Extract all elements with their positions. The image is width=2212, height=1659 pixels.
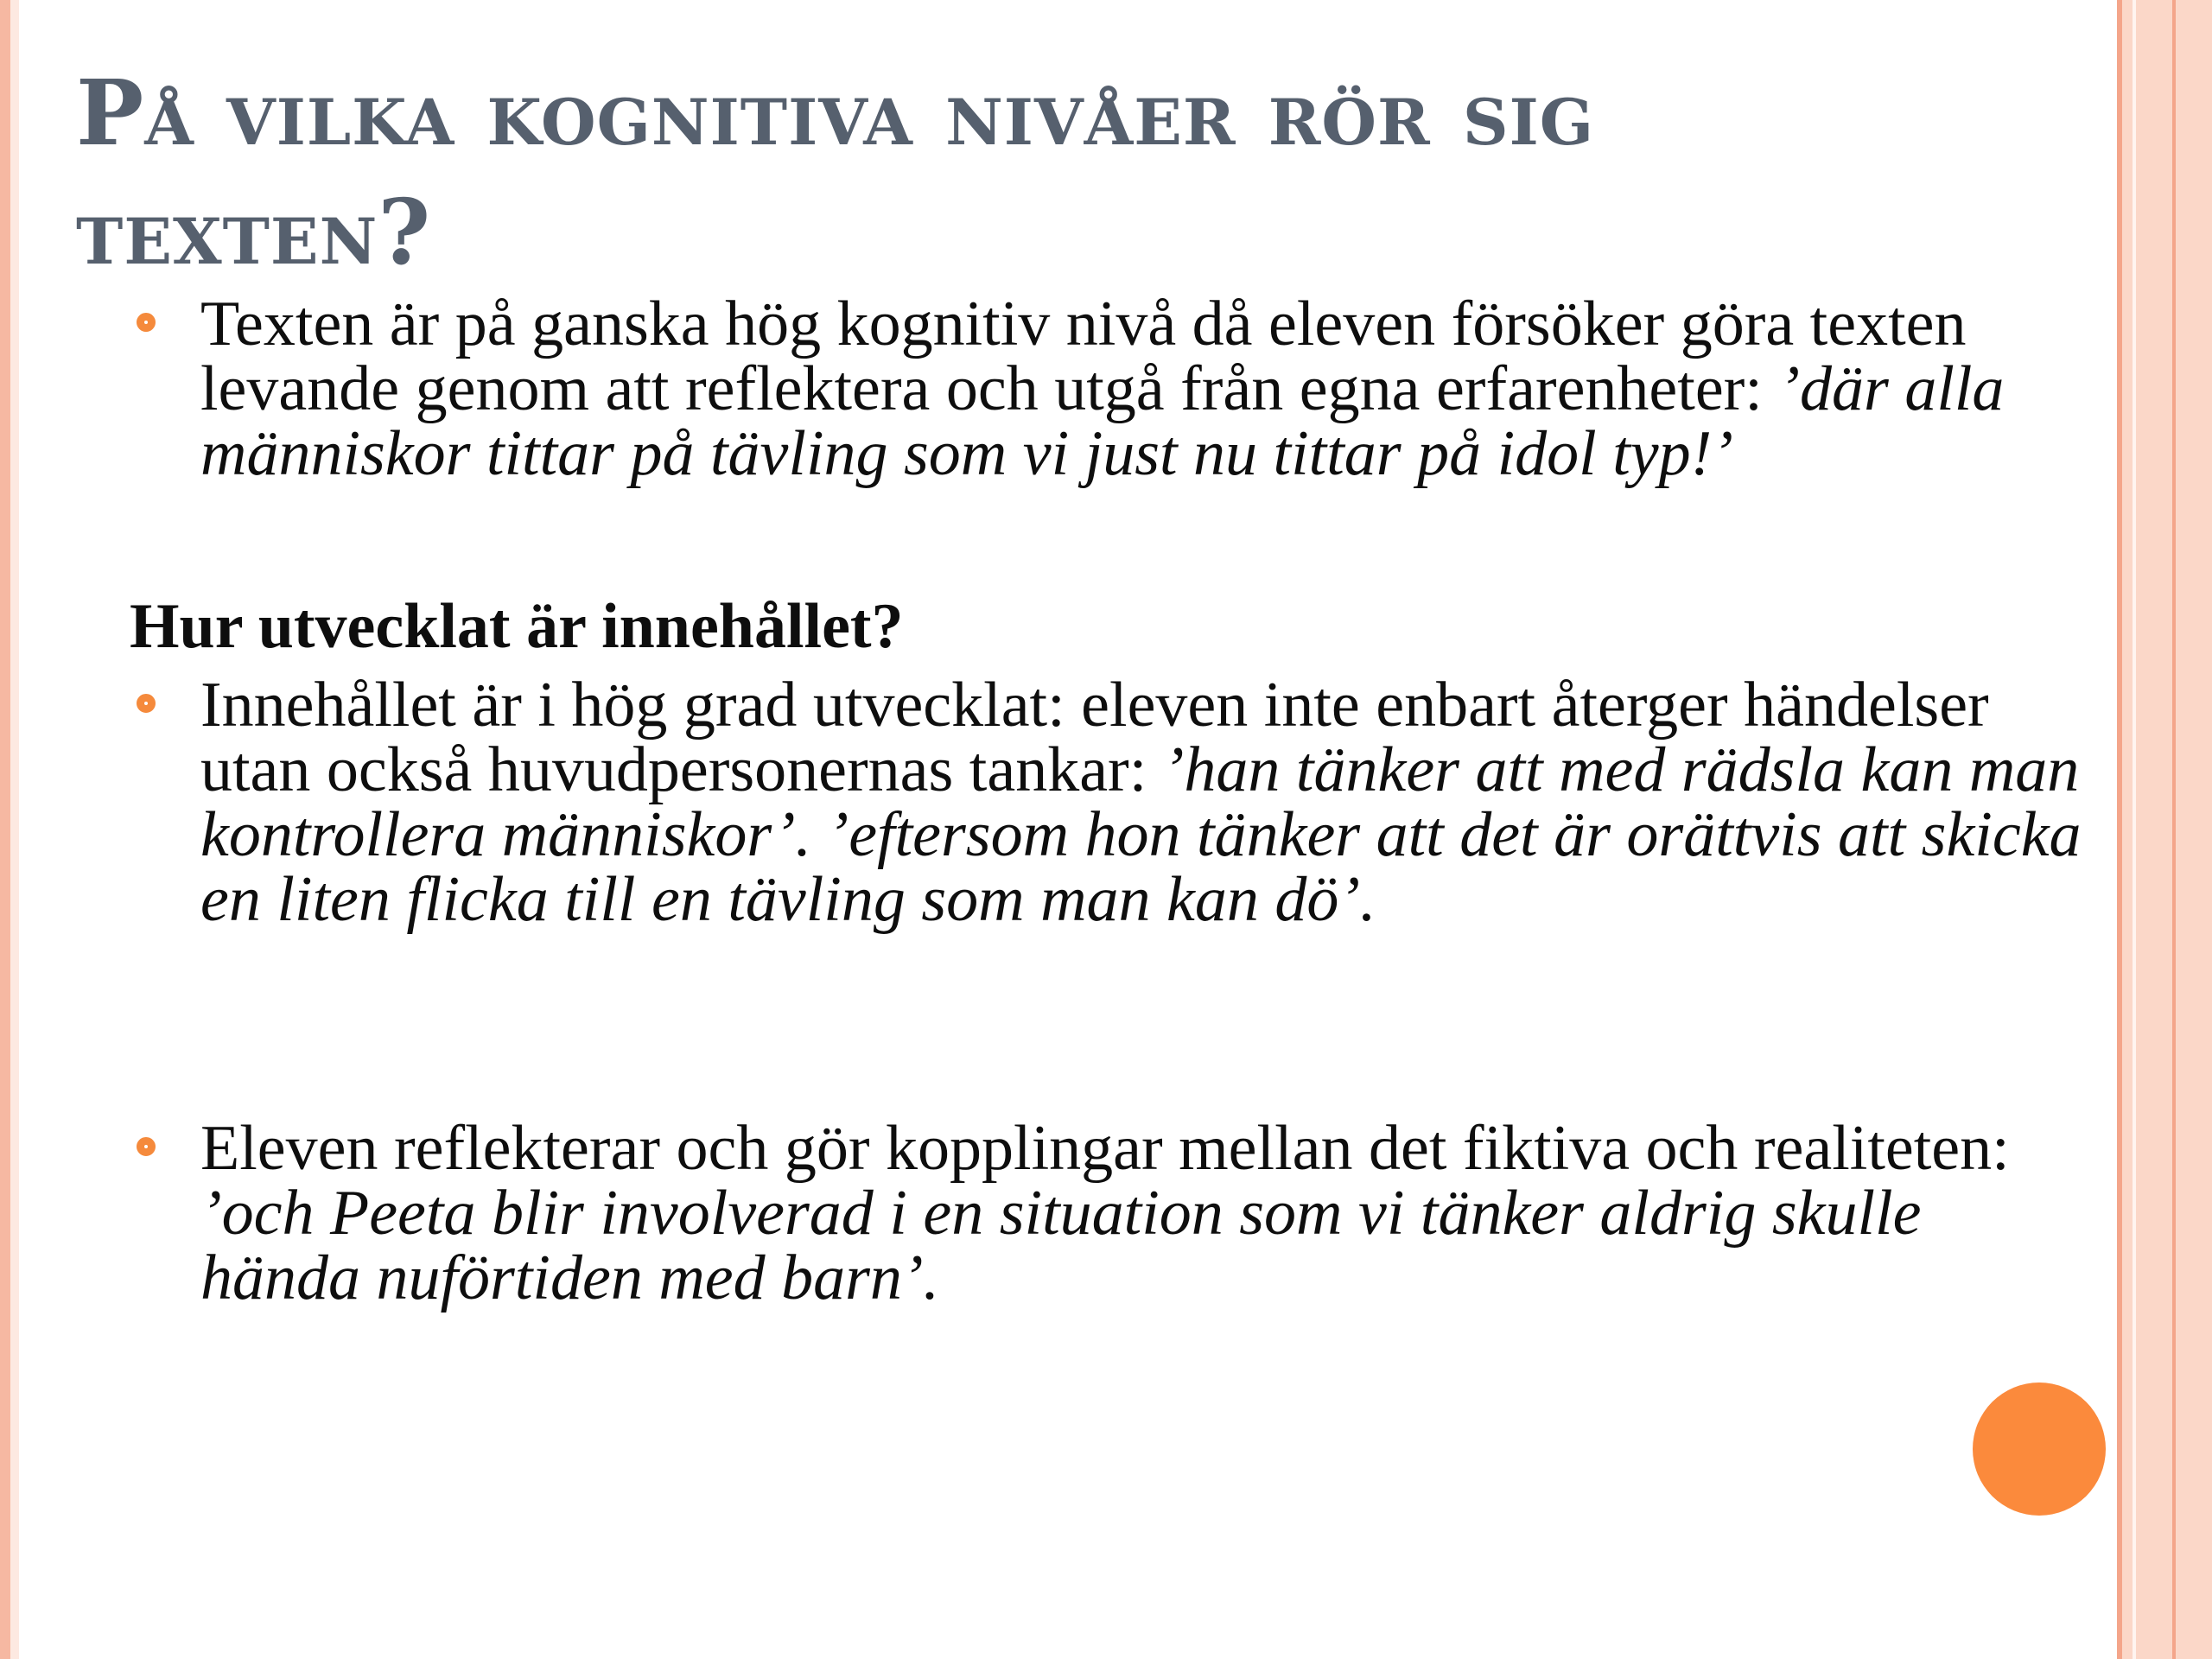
slide-title-line1: På vilka kognitiva nivåer rör sig — [76, 60, 1595, 166]
bullet-item — [130, 1113, 2082, 1313]
bullet-quote: ’han tänker att med rädsla kan man kontrollera människor’. ’eftersom hon tänker att det är orättvis att skicka en liten flicka till en tävling som man kan dö’. — [200, 734, 2082, 935]
bullet-item — [130, 670, 2082, 935]
bullet-ring-icon — [137, 1137, 156, 1156]
slide-content — [130, 289, 2082, 1313]
bullet-ring-icon — [137, 313, 156, 332]
spacer — [130, 932, 2082, 1116]
bullet-text: Eleven reflekterar och gör kopplingar mellan det fiktiva och realiteten: — [200, 1113, 2010, 1184]
right-decorative-border — [2117, 0, 2212, 1659]
slide-title — [76, 54, 2063, 292]
left-border — [0, 0, 10, 1659]
slide-title-line2: texten? — [76, 179, 432, 285]
decorative-orange-circle — [1973, 1382, 2106, 1516]
bullet-quote: ’där alla människor tittar på tävling som vi just nu tittar på idol typ!’ — [200, 353, 2005, 489]
bullet-item — [130, 289, 2082, 489]
bullet-text: Innehållet är i hög grad utvecklat: eleven inte enbart återger händelser utan också huvudpersonernas tankar: — [200, 670, 1989, 805]
right-stripe — [2172, 0, 2176, 1659]
bullet-quote: ’och Peeta blir involverad i en situation som vi tänker aldrig skulle hända nuförtiden med barn’. — [200, 1178, 1922, 1313]
right-stripe — [2117, 0, 2122, 1659]
bullet-text: Texten är på ganska hög kognitiv nivå då eleven försöker göra texten levande genom att reflektera och utgå från egna erfarenheter: — [200, 289, 1967, 424]
bullet-ring-icon — [137, 694, 156, 713]
spacer — [130, 486, 2082, 594]
right-stripe — [2133, 0, 2136, 1659]
section-heading: Hur utvecklat är innehållet? — [130, 591, 904, 662]
left-border-inner — [10, 0, 19, 1659]
